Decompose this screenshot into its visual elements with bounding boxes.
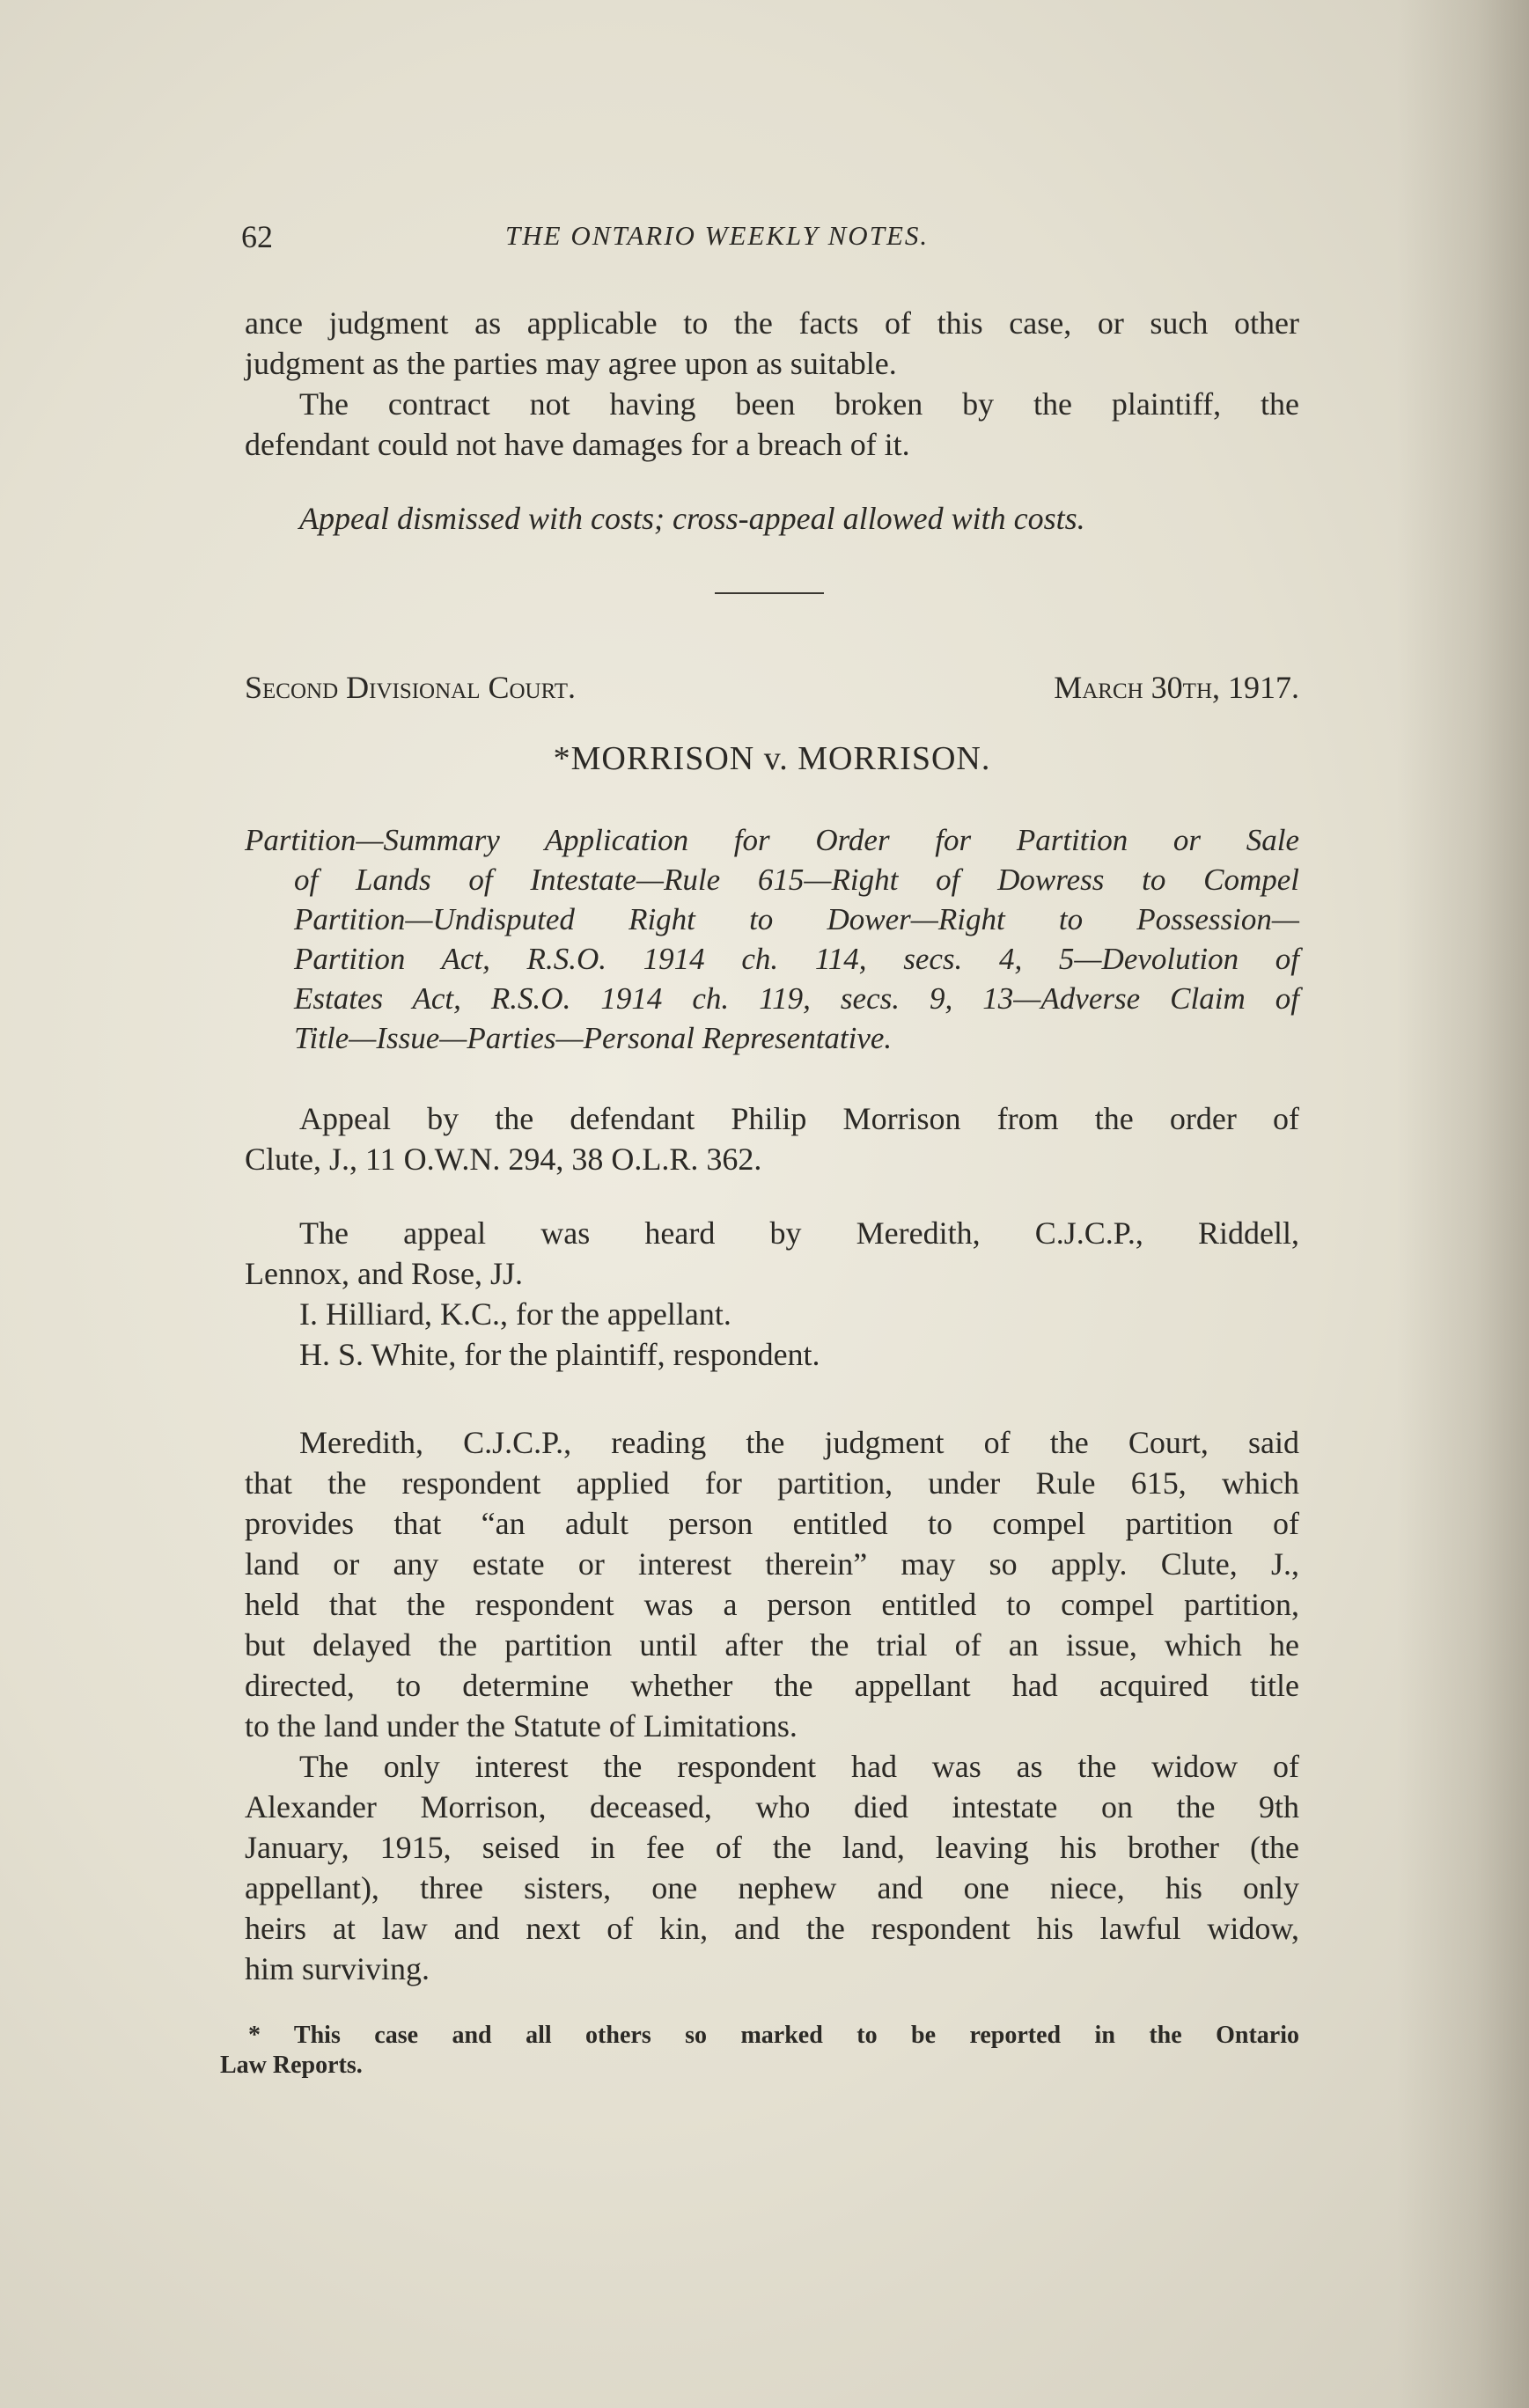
text-line: heirs at law and next of kin, and the respondent his lawful widow, xyxy=(245,1911,1299,1946)
footnote-line: * This case and all others so marked to be reported in the Ontario xyxy=(248,2022,1299,2049)
judgment-paragraph-2 xyxy=(245,1746,1299,1989)
text-line: Alexander Morrison, deceased, who died intestate on the 9th xyxy=(245,1789,1299,1824)
counsel-line: I. Hilliard, K.C., for the appellant. xyxy=(299,1296,731,1332)
text-line: The appeal was heard by Meredith, C.J.C.P., Riddell, xyxy=(299,1215,1299,1251)
headnote-line: Partition Act, R.S.O. 1914 ch. 114, secs. 4, 5—Devolution of xyxy=(294,942,1299,976)
hearing-statement xyxy=(245,1213,1299,1375)
text-line: The only interest the respondent had was as the widow of xyxy=(299,1749,1299,1784)
judgment-paragraph-1 xyxy=(245,1422,1299,1746)
text-line: January, 1915, seised in fee of the land, leaving his brother (the xyxy=(245,1830,1299,1865)
court-and-date xyxy=(245,669,1299,706)
text-line: Clute, J., 11 O.W.N. 294, 38 O.L.R. 362. xyxy=(245,1142,762,1177)
disposition-text: Appeal dismissed with costs; cross-appeal allowed with costs. xyxy=(299,501,1085,536)
running-head xyxy=(241,218,1297,262)
decision-date: March 30th, 1917. xyxy=(1054,670,1299,705)
page-edge-shadow xyxy=(1397,0,1529,2408)
text-line: provides that “an adult person entitled to compel partition of xyxy=(245,1506,1299,1541)
text-line: land or any estate or interest therein” may so apply. Clute, J., xyxy=(245,1546,1299,1582)
text-line: held that the respondent was a person entitled to compel partition, xyxy=(245,1587,1299,1622)
footnote-line: Law Reports. xyxy=(220,2052,363,2079)
text-line: Appeal by the defendant Philip Morrison from the order of xyxy=(299,1101,1299,1136)
disposition xyxy=(299,498,1299,539)
text-line: to the land under the Statute of Limitations. xyxy=(245,1708,798,1744)
headnote xyxy=(245,820,1299,1058)
text-line: directed, to determine whether the appellant had acquired title xyxy=(245,1668,1299,1703)
text-line: Lennox, and Rose, JJ. xyxy=(245,1256,523,1291)
headnote-line: Partition—Undisputed Right to Dower—Right to Possession— xyxy=(294,902,1299,936)
footnote xyxy=(220,2021,1299,2081)
page-number: 62 xyxy=(241,219,273,254)
court-name: Second Divisional Court. xyxy=(245,670,577,705)
text-line: that the respondent applied for partition, under Rule 615, which xyxy=(245,1465,1299,1501)
headnote-line: Title—Issue—Parties—Personal Representative. xyxy=(294,1021,893,1055)
previous-case-text xyxy=(245,303,1299,465)
text-line: The contract not having been broken by the plaintiff, the xyxy=(299,386,1299,422)
headnote-line: Estates Act, R.S.O. 1914 ch. 119, secs. 9, 13—Adverse Claim of xyxy=(294,981,1299,1016)
text-line: but delayed the partition until after the trial of an issue, which he xyxy=(245,1627,1299,1663)
text-line: him surviving. xyxy=(245,1951,430,1986)
appeal-statement xyxy=(245,1098,1299,1179)
headnote-line: Partition—Summary Application for Order for Partition or Sale xyxy=(245,823,1299,857)
text-line: appellant), three sisters, one nephew and one niece, his only xyxy=(245,1870,1299,1905)
counsel-line: H. S. White, for the plaintiff, respondent. xyxy=(299,1337,820,1372)
journal-title: THE ONTARIO WEEKLY NOTES. xyxy=(505,220,930,251)
text-line: Meredith, C.J.C.P., reading the judgment of the Court, said xyxy=(299,1425,1299,1460)
text-line: judgment as the parties may agree upon as suitable. xyxy=(245,346,897,381)
section-divider xyxy=(715,592,824,594)
headnote-line: of Lands of Intestate—Rule 615—Right of Dowress to Compel xyxy=(294,863,1299,897)
case-title: *MORRISON v. MORRISON. xyxy=(553,740,991,777)
text-line: ance judgment as applicable to the facts of this case, or such other xyxy=(245,305,1299,341)
text-line: defendant could not have damages for a breach of it. xyxy=(245,427,910,462)
